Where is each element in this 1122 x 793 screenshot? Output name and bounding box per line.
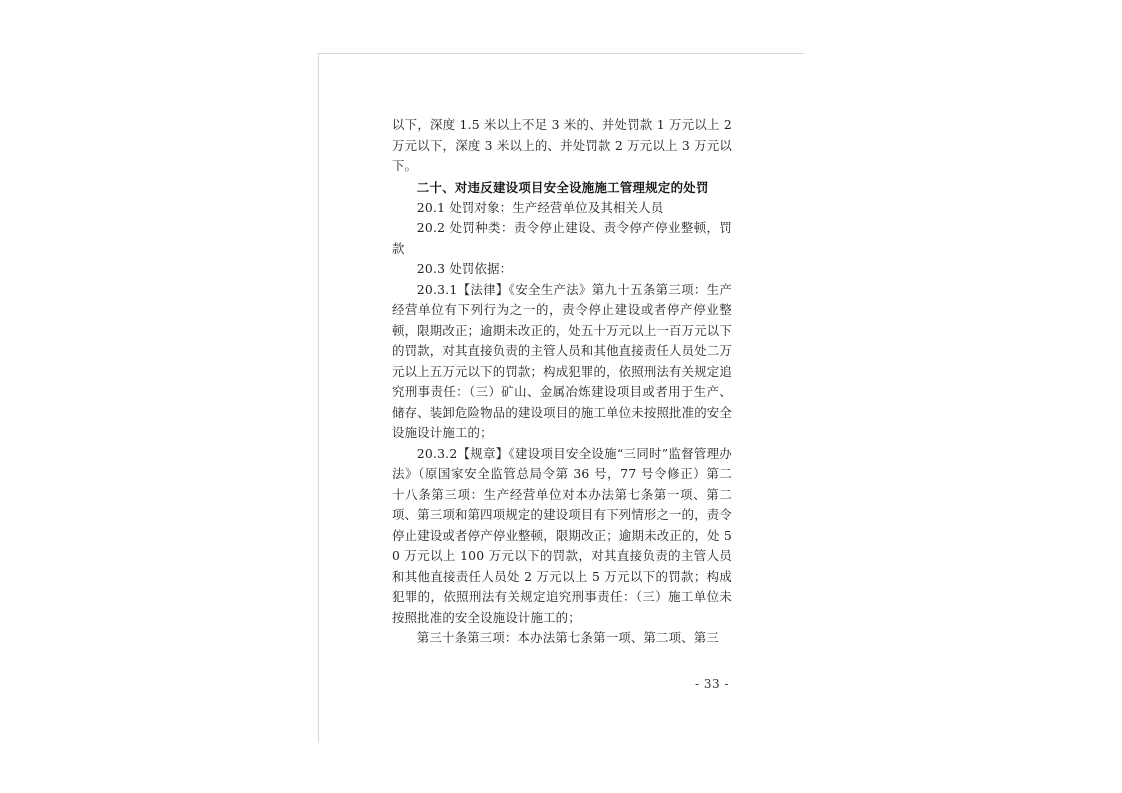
paragraph-penalty-type: 20.2 处罚种类：责令停止建设、责令停产停业整顿，罚款	[392, 220, 732, 256]
page-body	[392, 115, 732, 649]
document-page	[318, 53, 804, 743]
paragraph-regulation-citation: 20.3.2【规章】《建设项目安全设施“三同时”监督管理办法》（原国家安全监管总局令第 36 号，77 号令修正）第二十八条第三项：生产经营单位对本办法第七条第一项、第二项、第三项和第四项规定的建设项目有下列情形之一的，责令停止建设或者停产停业整顿，限期改正；逾期未改正的，处 50 万元以上 100 万元以下的罚款，对其直接负责的主管人员和其他直接责任人员处 2 万元以上 5 万元以下的罚款；构成犯罪的，依照刑法有关规定追究刑事责任：（三）施工单位未按照批准的安全设施设计施工的；	[392, 445, 732, 625]
paragraph-article-thirty: 第三十条第三项：本办法第七条第一项、第二项、第三	[416, 630, 719, 645]
paragraph-penalty-basis: 20.3 处罚依据：	[416, 261, 513, 276]
section-heading: 二十、对违反建设项目安全设施施工管理规定的处罚	[416, 179, 709, 195]
paragraph-continuation: 以下，深度 1.5 米以上不足 3 米的、并处罚款 1 万元以上 2 万元以下，深度 3 米以上的、并处罚款 2 万元以上 3 万元以下。	[392, 117, 732, 173]
paragraph-penalty-target: 20.1 处罚对象：生产经营单位及其相关人员	[416, 199, 664, 215]
page-number: - 33 -	[695, 677, 730, 691]
paragraph-law-citation: 20.3.1【法律】《安全生产法》第九十五条第三项：生产经营单位有下列行为之一的，责令停止建设或者停产停业整顿，限期改正；逾期未改正的，处五十万元以上一百万元以下的罚款，对其直接负责的主管人员和其他直接责任人员处二万元以上五万元以下的罚款；构成犯罪的，依照刑法有关规定追究刑事责任：（三）矿山、金属冶炼建设项目或者用于生产、储存、装卸危险物品的建设项目的施工单位未按照批准的安全设施设计施工的；	[392, 281, 732, 440]
